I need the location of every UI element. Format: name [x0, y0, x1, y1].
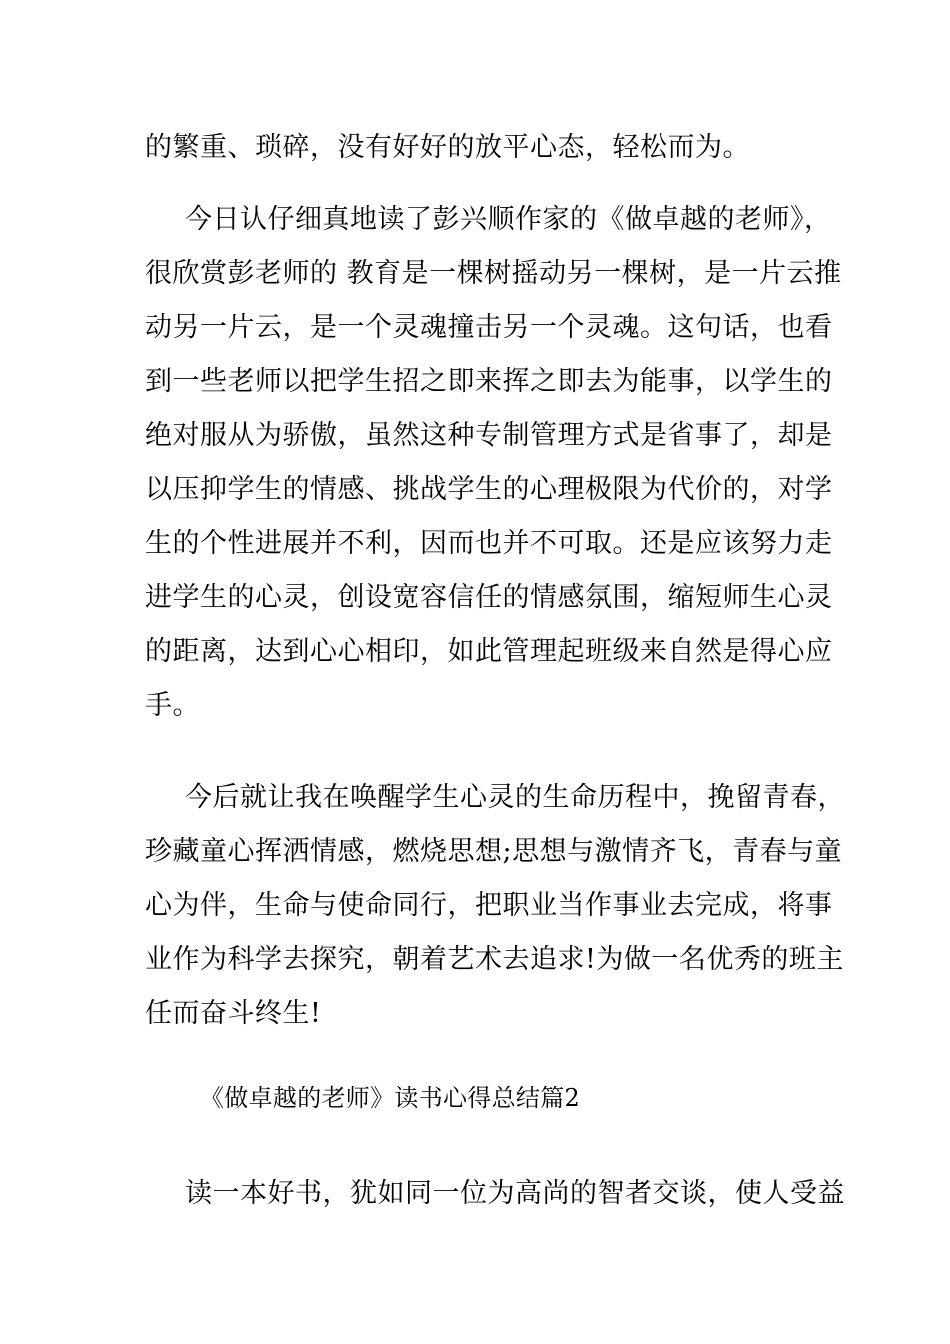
paragraph-line: 今日认仔细真地读了彭兴顺作家的《做卓越的老师》， — [185, 204, 832, 235]
paragraph-line: 动另一片云，是一个灵魂撞击另一个灵魂。这句话，也看 — [145, 312, 833, 343]
paragraph-line: 读一本好书，犹如同一位为高尚的智者交谈，使人受益 — [185, 1178, 845, 1209]
paragraph-line: 进学生的心灵，创设宽容信任的情感氛围，缩短师生心灵 — [145, 582, 833, 613]
paragraph-line: 生的个性进展并不利，因而也并不可取。还是应该努力走 — [145, 528, 833, 559]
paragraph-line: 绝对服从为骄傲，虽然这种专制管理方式是省事了，却是 — [145, 420, 833, 451]
paragraph-line: 很欣赏彭老师的 教育是一棵树摇动另一棵树，是一片云推 — [145, 258, 842, 289]
section-heading: 《做卓越的老师》读书心得总结篇2 — [200, 1084, 581, 1112]
paragraph-line: 的距离，达到心心相印，如此管理起班级来自然是得心应 — [145, 636, 833, 667]
paragraph-line: 到一些老师以把学生招之即来挥之即去为能事，以学生的 — [145, 366, 833, 397]
paragraph-line: 今后就让我在唤醒学生心灵的生命历程中，挽留青春， — [185, 782, 845, 813]
paragraph-line: 心为伴，生命与使命同行，把职业当作事业去完成，将事 — [145, 890, 833, 921]
paragraph-line: 的繁重、琐碎，没有好好的放平心态，轻松而为。 — [145, 132, 750, 163]
paragraph-line: 业作为科学去探究，朝着艺术去追求!为做一名优秀的班主 — [145, 944, 844, 975]
paragraph-line: 手。 — [145, 690, 200, 721]
paragraph-line: 任而奋斗终生! — [145, 998, 322, 1029]
paragraph-line: 珍藏童心挥洒情感，燃烧思想;思想与激情齐飞，青春与童 — [145, 836, 843, 867]
paragraph-line: 以压抑学生的情感、挑战学生的心理极限为代价的，对学 — [145, 474, 833, 505]
